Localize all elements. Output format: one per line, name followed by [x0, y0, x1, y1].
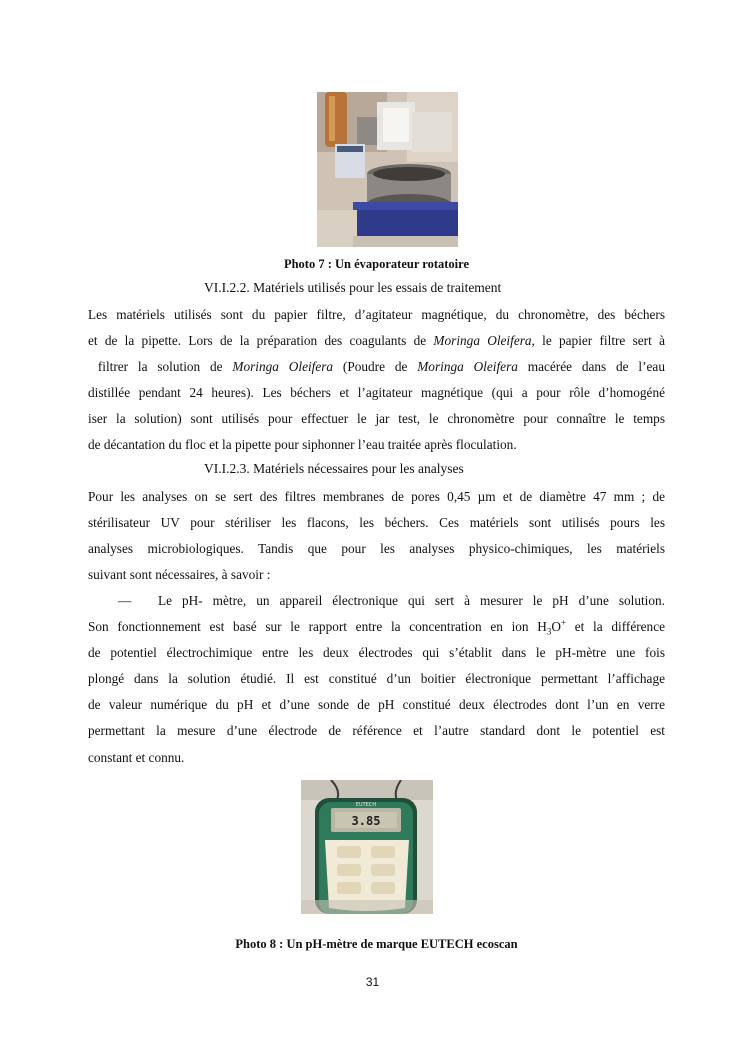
ph-meter-brand-label: EUTECH: [355, 802, 377, 808]
section-heading-materials-treatment: VI.I.2.2. Matériels utilisés pour les essais de traitement: [204, 280, 502, 295]
paragraph-treatment-materials: [88, 302, 665, 459]
photo-8-caption: Photo 8 : Un pH-mètre de marque EUTECH ecoscan: [235, 937, 518, 951]
text-line: stérilisateur UV pour stériliser les flacons, les béchers. Ces matériels sont utilisés pours les: [88, 515, 665, 531]
text-line: de décantation du floc et la pipette pour siphonner l’eau traitée après floculation.: [88, 437, 517, 453]
paragraph-ph-meter: [88, 588, 665, 771]
text-line: de potentiel électrochimique entre les deux électrodes qui s’établit dans le pH-mètre une fois: [88, 645, 665, 661]
ph-display-readout: 3.85: [351, 814, 381, 828]
text-line: suivant sont nécessaires, à savoir :: [88, 567, 271, 583]
list-item-ph-meter: — Le pH- mètre, un appareil électronique qui sert à mesurer le pH d’une solution.: [88, 588, 665, 614]
rotary-evaporator-illustration: [317, 92, 458, 247]
text-line: distillée pendant 24 heures). Les béchers et l’agitateur magnétique (qui a pour rôle d’homogéné: [88, 385, 665, 401]
text-line: et de la pipette. Lors de la préparation des coagulants de Moringa Oleifera, le papier filtre sert à: [88, 333, 665, 349]
text-line: analyses microbiologiques. Tandis que pour les analyses physico-chimiques, les matériels: [88, 541, 665, 557]
text-line: constant et connu.: [88, 749, 185, 765]
text-line: Les matériels utilisés sont du papier filtre, d’agitateur magnétique, du chronomètre, des béchers: [88, 307, 665, 322]
page-number: 31: [365, 975, 380, 989]
text-line: Son fonctionnement est basé sur le rapport entre la concentration en ion $H_3O^+$ et la différence: [88, 617, 665, 637]
section-heading-materials-analysis: VI.I.2.3. Matériels nécessaires pour les analyses: [204, 461, 464, 476]
rotary-evaporator-photo: [317, 92, 458, 247]
paragraph-analysis-materials: [88, 484, 665, 588]
text-line: plongé dans la solution étudié. Il est constitué d’un boitier électronique permettant l’affichage: [88, 671, 665, 687]
photo-7-caption: Photo 7 : Un évaporateur rotatoire: [283, 257, 470, 271]
text-line: permettant la mesure d’une électrode de référence et l’autre standard dont le potentiel est: [88, 723, 665, 739]
ph-meter-photo: [301, 780, 433, 914]
list-dash: —: [118, 593, 132, 608]
text-line: filtrer la solution de Moringa Oleifera (Poudre de Moringa Oleifera macérée dans de l’eau: [97, 359, 665, 375]
text-line: de valeur numérique du pH et d’une sonde de pH constitué deux électrodes dont l’un en verre: [88, 697, 665, 713]
ph-meter-illustration: [301, 780, 433, 914]
text-line: iser la solution) sont utilisés pour effectuer le jar test, le chronomètre pour connaître le temps: [88, 411, 665, 427]
text-line: Pour les analyses on se sert des filtres membranes de pores 0,45 µm et de diamètre 47 mm ; de: [88, 489, 665, 504]
